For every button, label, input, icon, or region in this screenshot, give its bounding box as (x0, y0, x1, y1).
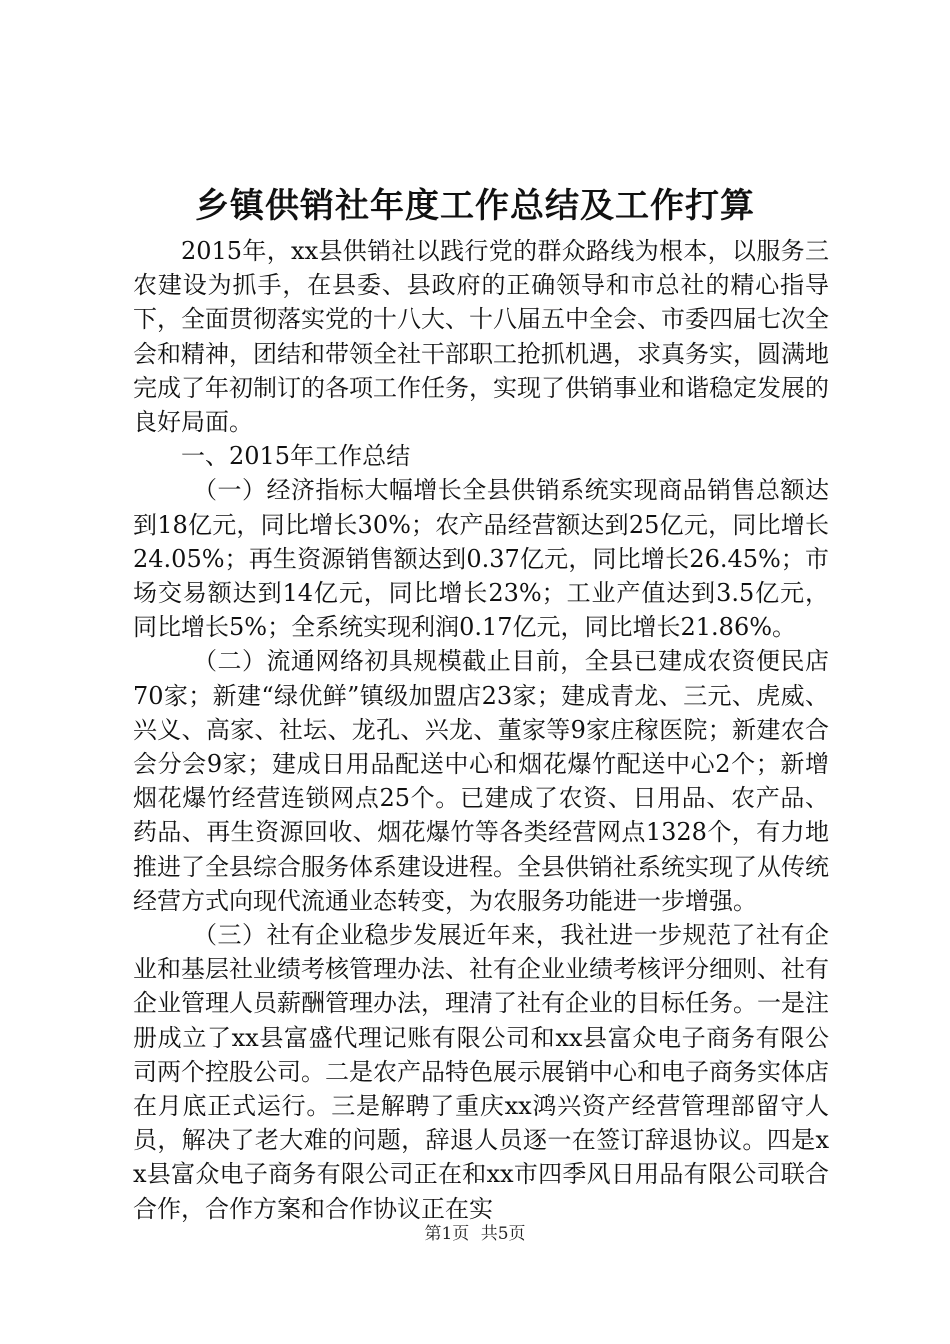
economic-indicators-paragraph: （一）经济指标大幅增长全县供销系统实现商品销售总额达到18亿元，同比增长30%；农产品经营额达到25亿元，同比增长24.05%；再生资源销售额达到0.37亿元，同比增长26.45%；市场交易额达到14亿元，同比增长23%；工业产值达到3.5亿元，同比增长5%；全系统实现利润0.17亿元，同比增长21.86%。 (133, 476, 829, 642)
section-heading: 一、2015年工作总结 (181, 442, 411, 471)
page-total: 共5页 (480, 1224, 526, 1244)
page-footer (0, 1222, 950, 1246)
distribution-network-paragraph: （二）流通网络初具规模截止目前，全县已建成农资便民店70家；新建“绿优鲜”镇级加盟店23家；建成青龙、三元、虎威、兴义、高家、社坛、龙孔、兴龙、董家等9家庄稼医院；新建农合会分会9家；建成日用品配送中心和烟花爆竹配送中心2个；新增烟花爆竹经营连锁网点25个。已建成了农资、日用品、农产品、药品、再生资源回收、烟花爆竹等各类经营网点1328个，有力地推进了全县综合服务体系建设进程。全县供销社系统实现了从传统经营方式向现代流通业态转变，为农服务功能进一步增强。 (133, 647, 829, 915)
enterprise-development-paragraph: （三）社有企业稳步发展近年来，我社进一步规范了社有企业和基层社业绩考核管理办法、社有企业业绩考核评分细则、社有企业管理人员薪酬管理办法，理清了社有企业的目标任务。一是注册成立了xx县富盛代理记账有限公司和xx县富众电子商务有限公司两个控股公司。二是农产品特色展示展销中心和电子商务实体店在月底正式运行。三是解聘了重庆xx鸿兴资产经营管理部留守人员，解决了老大难的问题，辞退人员逐一在签订辞退协议。四是xx县富众电子商务有限公司正在和xx市四季风日用品有限公司联合合作，合作方案和合作协议正在实 (133, 921, 829, 1223)
document-title: 乡镇供销社年度工作总结及工作打算 (195, 186, 755, 226)
page-number: 第1页 (424, 1224, 470, 1244)
intro-paragraph: 2015年，xx县供销社以践行党的群众路线为根本，以服务三农建设为抓手，在县委、县政府的正确领导和市总社的精心指导下，全面贯彻落实党的十八大、十八届五中全会、市委四届七次全会和精神，团结和带领全社干部职工抢抓机遇，求真务实，圆满地完成了年初制订的各项工作任务，实现了供销事业和谐稳定发展的良好局面。 (133, 237, 829, 437)
document-body (133, 234, 829, 1226)
